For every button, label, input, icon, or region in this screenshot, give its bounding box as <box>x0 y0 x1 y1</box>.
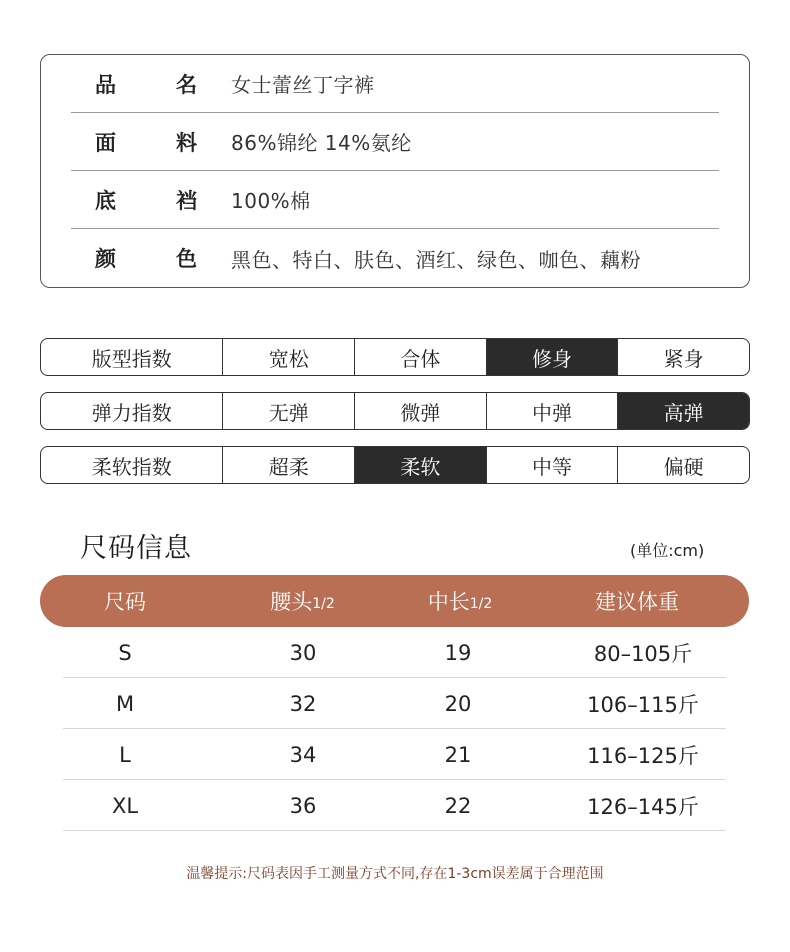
product-info-box <box>40 54 750 288</box>
info-value: 100%棉 <box>231 189 311 213</box>
index-option: 微弹 <box>354 393 486 429</box>
weight-cell: 126–145斤 <box>587 794 699 819</box>
size-cell: S <box>118 640 132 665</box>
label-char: 名 <box>176 72 197 97</box>
label-char: 品 <box>95 72 116 97</box>
index-option: 偏硬 <box>617 447 749 483</box>
header-sub: 1/2 <box>312 596 335 612</box>
index-option: 高弹 <box>617 393 749 429</box>
weight-cell: 116–125斤 <box>587 743 699 768</box>
header-main: 建议体重 <box>595 590 679 614</box>
waist-cell: 32 <box>289 691 317 716</box>
index-option: 无弹 <box>222 393 354 429</box>
weight-cell: 106–115斤 <box>587 692 699 717</box>
length-cell: 20 <box>444 691 472 716</box>
index-option: 修身 <box>486 339 618 375</box>
waist-cell: 36 <box>289 793 317 818</box>
softness-index-row <box>40 446 750 484</box>
info-value: 女士蕾丝丁字裤 <box>231 73 375 97</box>
header-main: 尺码 <box>104 590 146 614</box>
header-cell <box>210 575 395 627</box>
label-char: 裆 <box>176 188 197 213</box>
label-char: 面 <box>95 130 116 155</box>
index-option: 柔软 <box>354 447 486 483</box>
size-table-header <box>40 575 749 627</box>
index-option: 紧身 <box>617 339 749 375</box>
index-option: 中等 <box>486 447 618 483</box>
index-option: 合体 <box>354 339 486 375</box>
info-value: 黑色、特白、肤色、酒红、绿色、咖色、藕粉 <box>231 247 641 272</box>
length-cell: 19 <box>444 640 472 665</box>
label-char: 色 <box>176 247 197 271</box>
info-label <box>71 127 231 157</box>
header-main: 腰头 <box>270 590 313 614</box>
index-option: 超柔 <box>222 447 354 483</box>
header-cell <box>525 575 749 627</box>
index-option: 中弹 <box>486 393 618 429</box>
table-row <box>63 780 726 831</box>
table-row <box>63 678 726 729</box>
label-char: 底 <box>95 188 116 213</box>
header-sub: 1/2 <box>469 596 493 612</box>
waist-cell: 30 <box>289 640 317 665</box>
index-title: 弹力指数 <box>91 400 172 425</box>
elasticity-index-row <box>40 392 750 430</box>
weight-cell: 80–105斤 <box>593 641 693 666</box>
measurement-tip: 温馨提示:尺码表因手工测量方式不同,存在1-3cm误差属于合理范围 <box>186 866 604 882</box>
label-char: 料 <box>176 130 197 155</box>
info-label <box>71 185 231 215</box>
info-row-fabric <box>71 113 719 171</box>
info-row-name <box>71 55 719 113</box>
size-cell: M <box>115 691 135 716</box>
index-title: 版型指数 <box>91 346 172 371</box>
header-main: 中长 <box>427 590 470 614</box>
info-row-crotch <box>71 171 719 229</box>
waist-cell: 34 <box>289 742 317 767</box>
size-cell: L <box>119 742 131 767</box>
header-cell <box>395 575 525 627</box>
info-value: 86%锦纶 14%氨纶 <box>231 131 412 155</box>
info-row-colors <box>71 229 719 287</box>
size-section-title: 尺码信息 <box>80 533 192 564</box>
label-char: 颜 <box>95 247 116 271</box>
table-row <box>63 729 726 780</box>
info-label <box>71 243 231 273</box>
index-option: 宽松 <box>222 339 354 375</box>
index-title: 柔软指数 <box>91 454 172 479</box>
table-row <box>63 627 726 678</box>
fit-index-row <box>40 338 750 376</box>
size-cell: XL <box>111 793 139 818</box>
length-cell: 22 <box>444 793 472 818</box>
info-label <box>71 69 231 99</box>
size-unit-label: (单位:cm) <box>630 541 705 560</box>
header-cell <box>40 575 210 627</box>
length-cell: 21 <box>444 742 472 767</box>
